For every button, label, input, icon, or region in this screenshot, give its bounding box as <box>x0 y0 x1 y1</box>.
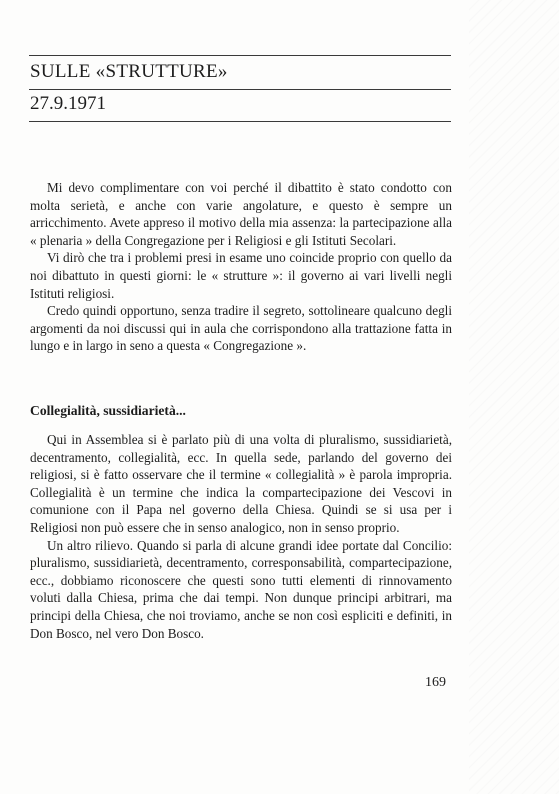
bottom-rule <box>29 121 451 122</box>
middle-rule <box>29 89 451 90</box>
section-text <box>30 431 452 642</box>
chapter-title: SULLE «STRUTTURE» <box>30 61 228 82</box>
scan-texture <box>469 0 559 794</box>
top-rule <box>29 55 451 56</box>
intro-text <box>30 179 452 355</box>
paragraph: Un altro rilievo. Quando si parla di alcune grandi idee portate dal Concilio: pluralismo, sussidiarietà, decentramento, corresponsabilità, compartecipazione, ecc., dobbiamo riconoscere che questi sono tutti elementi di rinnovamento voluti dalla Chiesa, prima che dai tempi. Non dunque principi arbitrari, ma principi della Chiesa, che noi troviamo, anche se non così espliciti e definiti, in Don Bosco, nel vero Don Bosco. <box>30 537 452 641</box>
paragraph: Vi dirò che tra i problemi presi in esame uno coincide proprio con quello da noi dibattuto in questi giorni: le « strutture »: il governo ai vari livelli negli Istituti religiosi. <box>30 250 452 301</box>
paragraph: Qui in Assemblea si è parlato più di una volta di pluralismo, sussidiarietà, decentramento, collegialità, ecc. In quella sede, parlando del governo dei religiosi, si è fatto osservare che il termine « collegialità » è parola impropria. Collegialità è un termine che indica la compartecipazione dei Vescovi in comunione con il Papa nel governo della Chiesa. Quindi se si usa per i Religiosi non può essere che in senso analogico, non in senso proprio. <box>30 432 452 535</box>
paragraph: Mi devo complimentare con voi perché il dibattito è stato condotto con molta serietà, e anche con varie angolature, e questo è sempre un arricchimento. Avete appreso il motivo della mia assenza: la partecipazione alla « plenaria » della Congregazione per i Religiosi e gli Istituti Secolari. <box>30 180 452 248</box>
paragraph: Credo quindi opportuno, senza tradire il segreto, sottolineare qualcuno degli argomenti da noi discussi qui in aula che corrispondono alla trattazione fatta in lungo e in largo in seno a questa « Congregazione ». <box>30 303 452 354</box>
section-heading: Collegialità, sussidiarietà... <box>30 403 186 418</box>
chapter-date: 27.9.1971 <box>30 93 106 114</box>
page-number: 169 <box>425 675 446 690</box>
